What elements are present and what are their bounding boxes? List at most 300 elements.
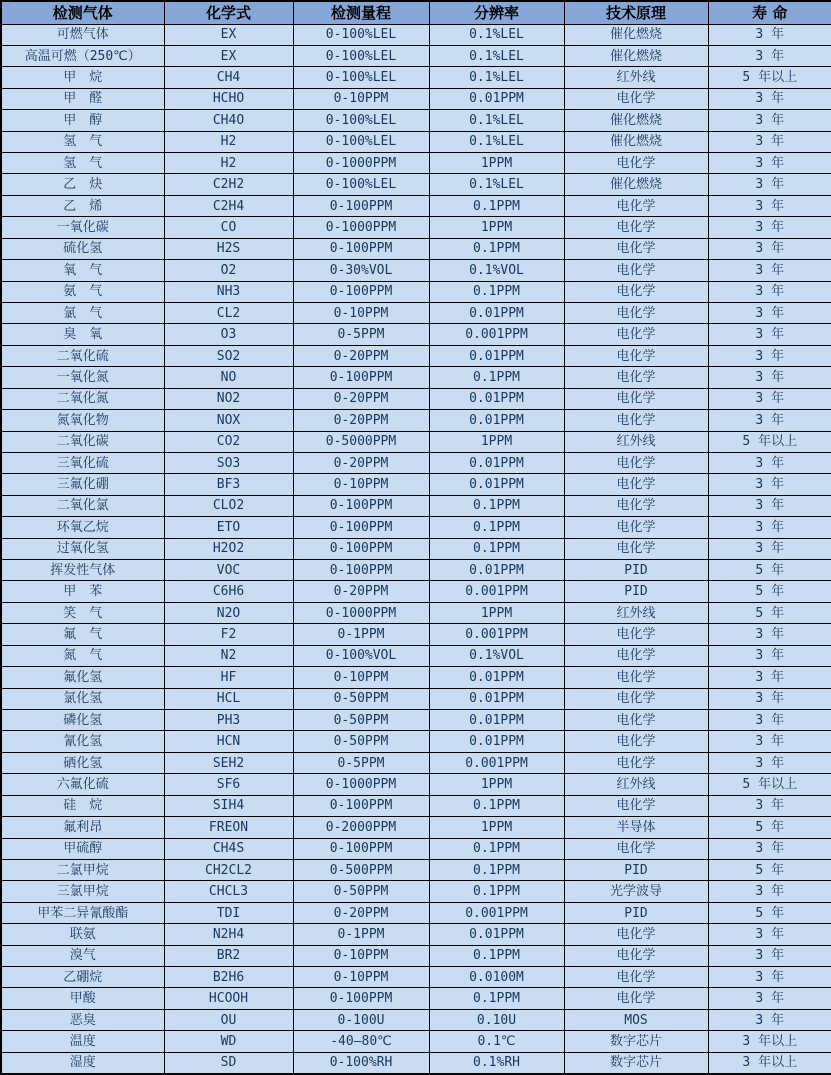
cell-technology: 催化燃烧 [564, 174, 708, 195]
cell-range: 0-10PPM [293, 474, 429, 495]
table-body [1, 24, 831, 1074]
cell-technology: 电化学 [564, 88, 708, 109]
table-row [1, 474, 831, 495]
table-row [1, 345, 831, 366]
cell-formula: NO [164, 367, 293, 388]
cell-technology: 电化学 [564, 538, 708, 559]
cell-technology: 电化学 [564, 345, 708, 366]
cell-lifespan: 3 年 [708, 795, 831, 816]
cell-gas: 乙 炔 [1, 174, 164, 195]
table-row [1, 945, 831, 966]
cell-range: -40—80℃ [293, 1031, 429, 1052]
cell-formula: CHCL3 [164, 881, 293, 902]
cell-lifespan: 3 年 [708, 495, 831, 516]
cell-gas: 臭 氧 [1, 324, 164, 345]
cell-technology: 电化学 [564, 624, 708, 645]
cell-formula: WD [164, 1031, 293, 1052]
cell-lifespan: 3 年 [708, 838, 831, 859]
cell-resolution: 0.1PPM [429, 859, 564, 880]
cell-formula: SIH4 [164, 795, 293, 816]
cell-lifespan: 3 年 [708, 967, 831, 988]
table-row [1, 88, 831, 109]
cell-formula: EX [164, 45, 293, 66]
cell-technology: 电化学 [564, 281, 708, 302]
cell-lifespan: 3 年 [708, 281, 831, 302]
cell-lifespan: 3 年 [708, 324, 831, 345]
cell-lifespan: 3 年 [708, 667, 831, 688]
table-row [1, 967, 831, 988]
table-row [1, 581, 831, 602]
cell-technology: MOS [564, 1009, 708, 1030]
cell-gas: 甲 醇 [1, 110, 164, 131]
cell-gas: 甲硫醇 [1, 838, 164, 859]
cell-gas: 六氟化硫 [1, 774, 164, 795]
cell-technology: 催化燃烧 [564, 110, 708, 131]
cell-technology: PID [564, 581, 708, 602]
cell-resolution: 0.1%LEL [429, 131, 564, 152]
column-header-gas: 检测气体 [1, 1, 164, 24]
cell-resolution: 0.0100M [429, 967, 564, 988]
cell-lifespan: 5 年以上 [708, 431, 831, 452]
cell-lifespan: 5 年 [708, 817, 831, 838]
table-row [1, 688, 831, 709]
table-row [1, 410, 831, 431]
cell-formula: N2H4 [164, 924, 293, 945]
cell-gas: 氯化氢 [1, 688, 164, 709]
cell-technology: 电化学 [564, 645, 708, 666]
cell-resolution: 0.01PPM [429, 452, 564, 473]
cell-formula: CH2CL2 [164, 859, 293, 880]
cell-formula: SEH2 [164, 752, 293, 773]
cell-formula: O3 [164, 324, 293, 345]
table-row [1, 988, 831, 1009]
cell-resolution: 1PPM [429, 774, 564, 795]
cell-range: 0-100PPM [293, 988, 429, 1009]
cell-gas: 三氧化硫 [1, 452, 164, 473]
cell-formula: CO [164, 217, 293, 238]
table-row [1, 902, 831, 923]
cell-range: 0-100PPM [293, 517, 429, 538]
table-row [1, 624, 831, 645]
cell-range: 0-100PPM [293, 538, 429, 559]
cell-range: 0-5PPM [293, 324, 429, 345]
cell-resolution: 0.01PPM [429, 924, 564, 945]
cell-technology: 数字芯片 [564, 1052, 708, 1074]
cell-resolution: 0.01PPM [429, 302, 564, 323]
table-row [1, 238, 831, 259]
cell-gas: 溴气 [1, 945, 164, 966]
cell-technology: 电化学 [564, 517, 708, 538]
table-row [1, 731, 831, 752]
cell-formula: NOX [164, 410, 293, 431]
cell-formula: H2 [164, 153, 293, 174]
table-row [1, 538, 831, 559]
cell-lifespan: 3 年 [708, 24, 831, 45]
cell-technology: 电化学 [564, 217, 708, 238]
cell-resolution: 0.1%VOL [429, 260, 564, 281]
cell-range: 0-5PPM [293, 752, 429, 773]
cell-formula: CLO2 [164, 495, 293, 516]
column-header-formula: 化学式 [164, 1, 293, 24]
cell-range: 0-100%LEL [293, 174, 429, 195]
cell-gas: 二氧化氯 [1, 495, 164, 516]
table-row [1, 752, 831, 773]
cell-formula: CH4 [164, 67, 293, 88]
cell-range: 0-2000PPM [293, 817, 429, 838]
table-row [1, 710, 831, 731]
cell-range: 0-100PPM [293, 495, 429, 516]
cell-gas: 环氧乙烷 [1, 517, 164, 538]
cell-technology: 红外线 [564, 774, 708, 795]
cell-lifespan: 3 年 [708, 731, 831, 752]
table-row [1, 560, 831, 581]
cell-gas: 二氧化碳 [1, 431, 164, 452]
cell-formula: N2O [164, 602, 293, 623]
cell-gas: 二氧化氮 [1, 388, 164, 409]
cell-range: 0-500PPM [293, 859, 429, 880]
cell-formula: HF [164, 667, 293, 688]
cell-gas: 氮氧化物 [1, 410, 164, 431]
cell-lifespan: 3 年 [708, 88, 831, 109]
cell-gas: 硒化氢 [1, 752, 164, 773]
table-row [1, 667, 831, 688]
cell-range: 0-1000PPM [293, 153, 429, 174]
cell-resolution: 0.1PPM [429, 195, 564, 216]
table-header-row [1, 1, 831, 24]
cell-range: 0-10PPM [293, 667, 429, 688]
cell-lifespan: 5 年 [708, 859, 831, 880]
cell-range: 0-20PPM [293, 388, 429, 409]
cell-range: 0-20PPM [293, 581, 429, 602]
cell-technology: PID [564, 902, 708, 923]
cell-resolution: 0.01PPM [429, 560, 564, 581]
cell-lifespan: 3 年 [708, 645, 831, 666]
cell-resolution: 0.1PPM [429, 367, 564, 388]
cell-formula: CH4O [164, 110, 293, 131]
cell-gas: 联氨 [1, 924, 164, 945]
table-row [1, 302, 831, 323]
cell-range: 0-100PPM [293, 560, 429, 581]
cell-range: 0-100%LEL [293, 45, 429, 66]
cell-technology: 电化学 [564, 838, 708, 859]
cell-gas: 二氯甲烷 [1, 859, 164, 880]
table-row [1, 174, 831, 195]
cell-technology: 红外线 [564, 602, 708, 623]
cell-range: 0-30%VOL [293, 260, 429, 281]
cell-range: 0-10PPM [293, 88, 429, 109]
cell-resolution: 1PPM [429, 602, 564, 623]
cell-gas: 硅 烷 [1, 795, 164, 816]
cell-resolution: 1PPM [429, 431, 564, 452]
cell-technology: 电化学 [564, 710, 708, 731]
cell-range: 0-20PPM [293, 452, 429, 473]
cell-resolution: 0.1%LEL [429, 110, 564, 131]
cell-resolution: 0.01PPM [429, 410, 564, 431]
cell-technology: 电化学 [564, 795, 708, 816]
cell-technology: 红外线 [564, 431, 708, 452]
table-row [1, 1031, 831, 1052]
cell-resolution: 0.01PPM [429, 345, 564, 366]
cell-technology: 光学波导 [564, 881, 708, 902]
cell-lifespan: 3 年 [708, 710, 831, 731]
cell-gas: 氢 气 [1, 131, 164, 152]
cell-lifespan: 3 年 [708, 195, 831, 216]
cell-lifespan: 3 年 [708, 45, 831, 66]
cell-gas: 可燃气体 [1, 24, 164, 45]
cell-technology: 电化学 [564, 731, 708, 752]
cell-lifespan: 3 年 [708, 452, 831, 473]
cell-range: 0-100%LEL [293, 110, 429, 131]
cell-resolution: 0.001PPM [429, 752, 564, 773]
cell-gas: 笑 气 [1, 602, 164, 623]
cell-formula: N2 [164, 645, 293, 666]
cell-range: 0-100PPM [293, 795, 429, 816]
cell-formula: VOC [164, 560, 293, 581]
cell-lifespan: 3 年 [708, 260, 831, 281]
cell-technology: 电化学 [564, 945, 708, 966]
cell-range: 0-1000PPM [293, 774, 429, 795]
table-row [1, 881, 831, 902]
table-row [1, 367, 831, 388]
cell-range: 0-50PPM [293, 710, 429, 731]
cell-lifespan: 3 年 [708, 388, 831, 409]
cell-resolution: 0.1PPM [429, 988, 564, 1009]
table-row [1, 859, 831, 880]
cell-formula: TDI [164, 902, 293, 923]
cell-resolution: 0.1PPM [429, 945, 564, 966]
cell-gas: 温度 [1, 1031, 164, 1052]
cell-formula: C2H4 [164, 195, 293, 216]
cell-gas: 过氧化氢 [1, 538, 164, 559]
cell-lifespan: 3 年以上 [708, 1052, 831, 1074]
cell-resolution: 0.10U [429, 1009, 564, 1030]
cell-resolution: 0.01PPM [429, 688, 564, 709]
table-row [1, 281, 831, 302]
cell-lifespan: 5 年 [708, 560, 831, 581]
cell-gas: 硫化氢 [1, 238, 164, 259]
cell-formula: OU [164, 1009, 293, 1030]
cell-gas: 甲苯二异氰酸酯 [1, 902, 164, 923]
cell-resolution: 0.01PPM [429, 731, 564, 752]
cell-resolution: 0.001PPM [429, 902, 564, 923]
cell-lifespan: 3 年 [708, 988, 831, 1009]
table-row [1, 795, 831, 816]
cell-range: 0-100PPM [293, 195, 429, 216]
cell-range: 0-100%RH [293, 1052, 429, 1074]
cell-resolution: 0.01PPM [429, 388, 564, 409]
cell-formula: HCL [164, 688, 293, 709]
table-row [1, 324, 831, 345]
column-header-resolution: 分辨率 [429, 1, 564, 24]
cell-gas: 三氯甲烷 [1, 881, 164, 902]
table-row [1, 517, 831, 538]
cell-gas: 高温可燃（250℃） [1, 45, 164, 66]
cell-formula: H2S [164, 238, 293, 259]
cell-formula: CO2 [164, 431, 293, 452]
cell-range: 0-100%LEL [293, 24, 429, 45]
cell-formula: NH3 [164, 281, 293, 302]
cell-lifespan: 3 年 [708, 174, 831, 195]
cell-lifespan: 3 年 [708, 345, 831, 366]
cell-gas: 三氟化硼 [1, 474, 164, 495]
cell-lifespan: 3 年 [708, 538, 831, 559]
cell-range: 0-100U [293, 1009, 429, 1030]
table-row [1, 131, 831, 152]
cell-formula: ETO [164, 517, 293, 538]
table-row [1, 431, 831, 452]
cell-lifespan: 3 年 [708, 474, 831, 495]
cell-range: 0-1000PPM [293, 602, 429, 623]
cell-resolution: 0.1PPM [429, 238, 564, 259]
cell-range: 0-100PPM [293, 838, 429, 859]
cell-resolution: 0.1℃ [429, 1031, 564, 1052]
table-row [1, 924, 831, 945]
cell-formula: SD [164, 1052, 293, 1074]
cell-gas: 氢 气 [1, 153, 164, 174]
cell-range: 0-1PPM [293, 924, 429, 945]
column-header-range: 检测量程 [293, 1, 429, 24]
cell-technology: 电化学 [564, 495, 708, 516]
cell-gas: 氟化氢 [1, 667, 164, 688]
cell-resolution: 1PPM [429, 817, 564, 838]
cell-formula: PH3 [164, 710, 293, 731]
cell-gas: 乙硼烷 [1, 967, 164, 988]
cell-gas: 甲 苯 [1, 581, 164, 602]
cell-lifespan: 3 年 [708, 688, 831, 709]
cell-technology: 电化学 [564, 988, 708, 1009]
cell-formula: SF6 [164, 774, 293, 795]
cell-technology: 电化学 [564, 967, 708, 988]
cell-technology: 电化学 [564, 452, 708, 473]
cell-technology: 电化学 [564, 388, 708, 409]
cell-lifespan: 3 年 [708, 217, 831, 238]
cell-range: 0-100%LEL [293, 67, 429, 88]
table-row [1, 838, 831, 859]
cell-lifespan: 3 年 [708, 131, 831, 152]
cell-technology: 电化学 [564, 238, 708, 259]
cell-technology: 催化燃烧 [564, 45, 708, 66]
cell-gas: 甲 烷 [1, 67, 164, 88]
cell-formula: HCOOH [164, 988, 293, 1009]
cell-resolution: 0.1%LEL [429, 24, 564, 45]
cell-technology: 电化学 [564, 474, 708, 495]
cell-gas: 氨 气 [1, 281, 164, 302]
table-row [1, 217, 831, 238]
cell-formula: BF3 [164, 474, 293, 495]
table-row [1, 260, 831, 281]
cell-range: 0-20PPM [293, 902, 429, 923]
cell-gas: 恶臭 [1, 1009, 164, 1030]
cell-gas: 氰化氢 [1, 731, 164, 752]
cell-range: 0-100PPM [293, 238, 429, 259]
cell-formula: F2 [164, 624, 293, 645]
cell-resolution: 0.01PPM [429, 88, 564, 109]
cell-lifespan: 3 年 [708, 110, 831, 131]
cell-resolution: 0.001PPM [429, 324, 564, 345]
cell-resolution: 0.1PPM [429, 838, 564, 859]
cell-lifespan: 3 年 [708, 410, 831, 431]
table-row [1, 1052, 831, 1074]
table-row [1, 774, 831, 795]
cell-resolution: 0.01PPM [429, 710, 564, 731]
cell-resolution: 0.1PPM [429, 281, 564, 302]
cell-range: 0-50PPM [293, 688, 429, 709]
cell-formula: SO3 [164, 452, 293, 473]
cell-gas: 甲 醛 [1, 88, 164, 109]
cell-technology: 数字芯片 [564, 1031, 708, 1052]
table-row [1, 110, 831, 131]
cell-gas: 氟利昂 [1, 817, 164, 838]
cell-technology: PID [564, 560, 708, 581]
cell-gas: 甲酸 [1, 988, 164, 1009]
table-row [1, 24, 831, 45]
cell-technology: 电化学 [564, 302, 708, 323]
cell-range: 0-100PPM [293, 367, 429, 388]
cell-technology: 电化学 [564, 410, 708, 431]
cell-lifespan: 3 年 [708, 752, 831, 773]
cell-resolution: 0.01PPM [429, 667, 564, 688]
cell-formula: BR2 [164, 945, 293, 966]
cell-formula: H2 [164, 131, 293, 152]
cell-resolution: 0.01PPM [429, 474, 564, 495]
cell-lifespan: 3 年 [708, 945, 831, 966]
cell-gas: 一氧化氮 [1, 367, 164, 388]
cell-lifespan: 5 年 [708, 581, 831, 602]
cell-resolution: 0.1%VOL [429, 645, 564, 666]
cell-lifespan: 3 年 [708, 517, 831, 538]
cell-resolution: 0.1%LEL [429, 174, 564, 195]
cell-formula: EX [164, 24, 293, 45]
cell-lifespan: 3 年 [708, 302, 831, 323]
cell-technology: 催化燃烧 [564, 24, 708, 45]
cell-lifespan: 3 年 [708, 153, 831, 174]
cell-technology: 电化学 [564, 667, 708, 688]
cell-technology: 电化学 [564, 367, 708, 388]
cell-technology: 电化学 [564, 153, 708, 174]
column-header-technology: 技术原理 [564, 1, 708, 24]
cell-lifespan: 3 年 [708, 624, 831, 645]
table-row [1, 67, 831, 88]
cell-lifespan: 3 年 [708, 924, 831, 945]
cell-range: 0-20PPM [293, 410, 429, 431]
table-row [1, 452, 831, 473]
cell-technology: PID [564, 859, 708, 880]
cell-gas: 氯 气 [1, 302, 164, 323]
cell-resolution: 0.1%RH [429, 1052, 564, 1074]
cell-range: 0-50PPM [293, 881, 429, 902]
cell-formula: HCN [164, 731, 293, 752]
cell-gas: 湿度 [1, 1052, 164, 1074]
table-row [1, 1009, 831, 1030]
cell-formula: C6H6 [164, 581, 293, 602]
cell-resolution: 0.1PPM [429, 795, 564, 816]
cell-technology: 电化学 [564, 924, 708, 945]
cell-lifespan: 3 年 [708, 1009, 831, 1030]
cell-resolution: 0.1%LEL [429, 67, 564, 88]
cell-resolution: 1PPM [429, 153, 564, 174]
cell-lifespan: 5 年以上 [708, 774, 831, 795]
cell-technology: 电化学 [564, 688, 708, 709]
cell-range: 0-10PPM [293, 967, 429, 988]
cell-range: 0-1PPM [293, 624, 429, 645]
cell-gas: 二氧化硫 [1, 345, 164, 366]
cell-technology: 红外线 [564, 67, 708, 88]
cell-gas: 氮 气 [1, 645, 164, 666]
cell-formula: NO2 [164, 388, 293, 409]
cell-lifespan: 3 年 [708, 238, 831, 259]
cell-lifespan: 5 年 [708, 602, 831, 623]
table-row [1, 45, 831, 66]
